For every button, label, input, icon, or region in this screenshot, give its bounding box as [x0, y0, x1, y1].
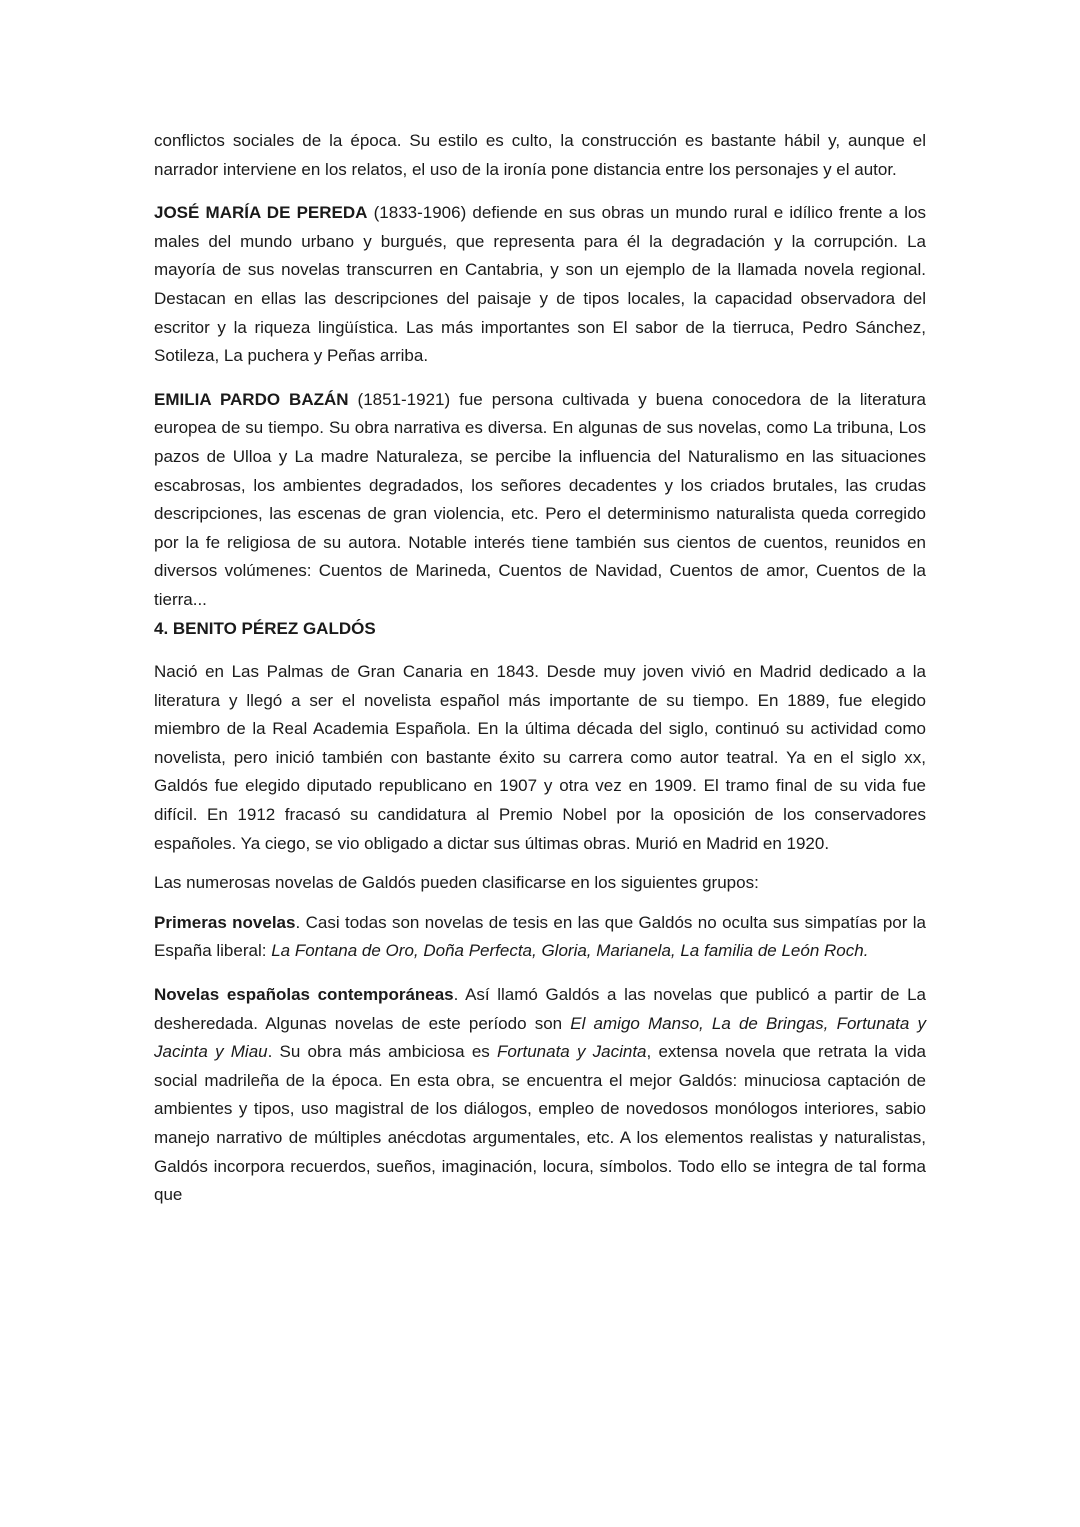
section-heading-galdos: 4. BENITO PÉREZ GALDÓS: [154, 618, 376, 638]
paragraph-conflictos: conflictos sociales de la época. Su estilo es culto, la construcción es bastante hábil y, aunque el narrador interviene en los relatos, el uso de la ironía pone distancia entre los personajes y el autor.: [154, 131, 926, 179]
paragraph-primeras-novelas: [154, 909, 926, 966]
paragraph-pereda: [154, 199, 926, 371]
contemporaneas-text-2: . Su obra más ambiciosa es: [267, 1042, 497, 1062]
paragraph-galdos-bio: Nació en Las Palmas de Gran Canaria en 1843. Desde muy joven vivió en Madrid dedicado a la literatura y llegó a ser el novelista español más importante de su tiempo. En 1889, fue elegido miembro de la Real Academia Española. En la última década del siglo, continuó su actividad como novelista, pero inició también con bastante éxito su carrera como autor teatral. Ya en el siglo xx, Galdós fue elegido diputado republicano en 1907 y otra vez en 1909. El tramo final de su vida fue difícil. En 1912 fracasó su candidatura al Premio Nobel por la oposición de los conservadores españoles. Ya ciego, se vio obligado a dictar sus últimas obras. Murió en Madrid en 1920.: [154, 662, 926, 853]
primeras-works: La Fontana de Oro, Doña Perfecta, Gloria, Marianela, La familia de León Roch.: [271, 941, 869, 961]
pardo-bazan-text: (1851-1921) fue persona cultivada y buena conocedora de la literatura europea de su tiempo. Su obra narrativa es diversa. En algunas de sus novelas, como La tribuna, Los pazos de Ulloa y La madre Naturaleza, se percibe la influencia del Naturalismo en las situaciones escabrosas, los ambientes degradados, los señores decadentes y los criados brutales, las crudas descripciones, las escenas de gran violencia, etc. Pero el determinismo naturalista queda corregido por la fe religiosa de su autora. Notable interés tiene también sus cientos de cuentos, reunidos en diversos volúmenes: Cuentos de Marineda, Cuentos de Navidad, Cuentos de amor, Cuentos de la tierra...: [154, 389, 926, 609]
label-contemporaneas: Novelas españolas contemporáneas: [154, 985, 454, 1005]
contemporaneas-works-1: El amigo Manso, La de Bringas, Fortunata y Jacinta y Miau: [154, 1013, 926, 1062]
author-name-pereda: JOSÉ MARÍA DE PEREDA: [154, 203, 368, 223]
contemporaneas-works-2: Fortunata y Jacinta: [496, 1042, 647, 1062]
paragraph-pardo-bazan: [154, 386, 926, 615]
label-primeras-novelas: Primeras novelas: [154, 912, 296, 932]
contemporaneas-text-3: , extensa novela que retrata la vida social madrileña de la época. En esta obra, se encuentra el mejor Galdós: minuciosa captación de ambientes y tipos, uso magistral de los diálogos, empleo de novedosos monólogos interiores, sabio manejo narrativo de múltiples anécdotas argumentales, etc. A los elementos realistas y naturalistas, Galdós incorpora recuerdos, sueños, imaginación, locura, símbolos. Todo ello se integra de tal forma que: [154, 1042, 926, 1205]
paragraph-groups-intro: Las numerosas novelas de Galdós pueden clasificarse en los siguientes grupos:: [154, 873, 759, 893]
primeras-text: . Casi todas son novelas de tesis en las que Galdós no oculta sus simpatías por la España liberal:: [154, 912, 927, 961]
author-name-pardo-bazan: EMILIA PARDO BAZÁN: [154, 389, 349, 409]
contemporaneas-text-1: . Así llamó Galdós a las novelas que publicó a partir de La desheredada. Algunas novelas de este período son: [154, 985, 926, 1033]
paragraph-contemporaneas: [154, 981, 926, 1210]
document-page: [154, 127, 926, 1210]
pereda-text: (1833-1906) defiende en sus obras un mundo rural e idílico frente a los males del mundo urbano y burgués, que representa para él la degradación y la corrupción. La mayoría de sus novelas transcurren en Cantabria, y son un ejemplo de la llamada novela regional. Destacan en ellas las descripciones del paisaje y de tipos locales, la capacidad observadora del escritor y la riqueza lingüística. Las más importantes son El sabor de la tierruca, Pedro Sánchez, Sotileza, La puchera y Peñas arriba.: [154, 203, 927, 366]
